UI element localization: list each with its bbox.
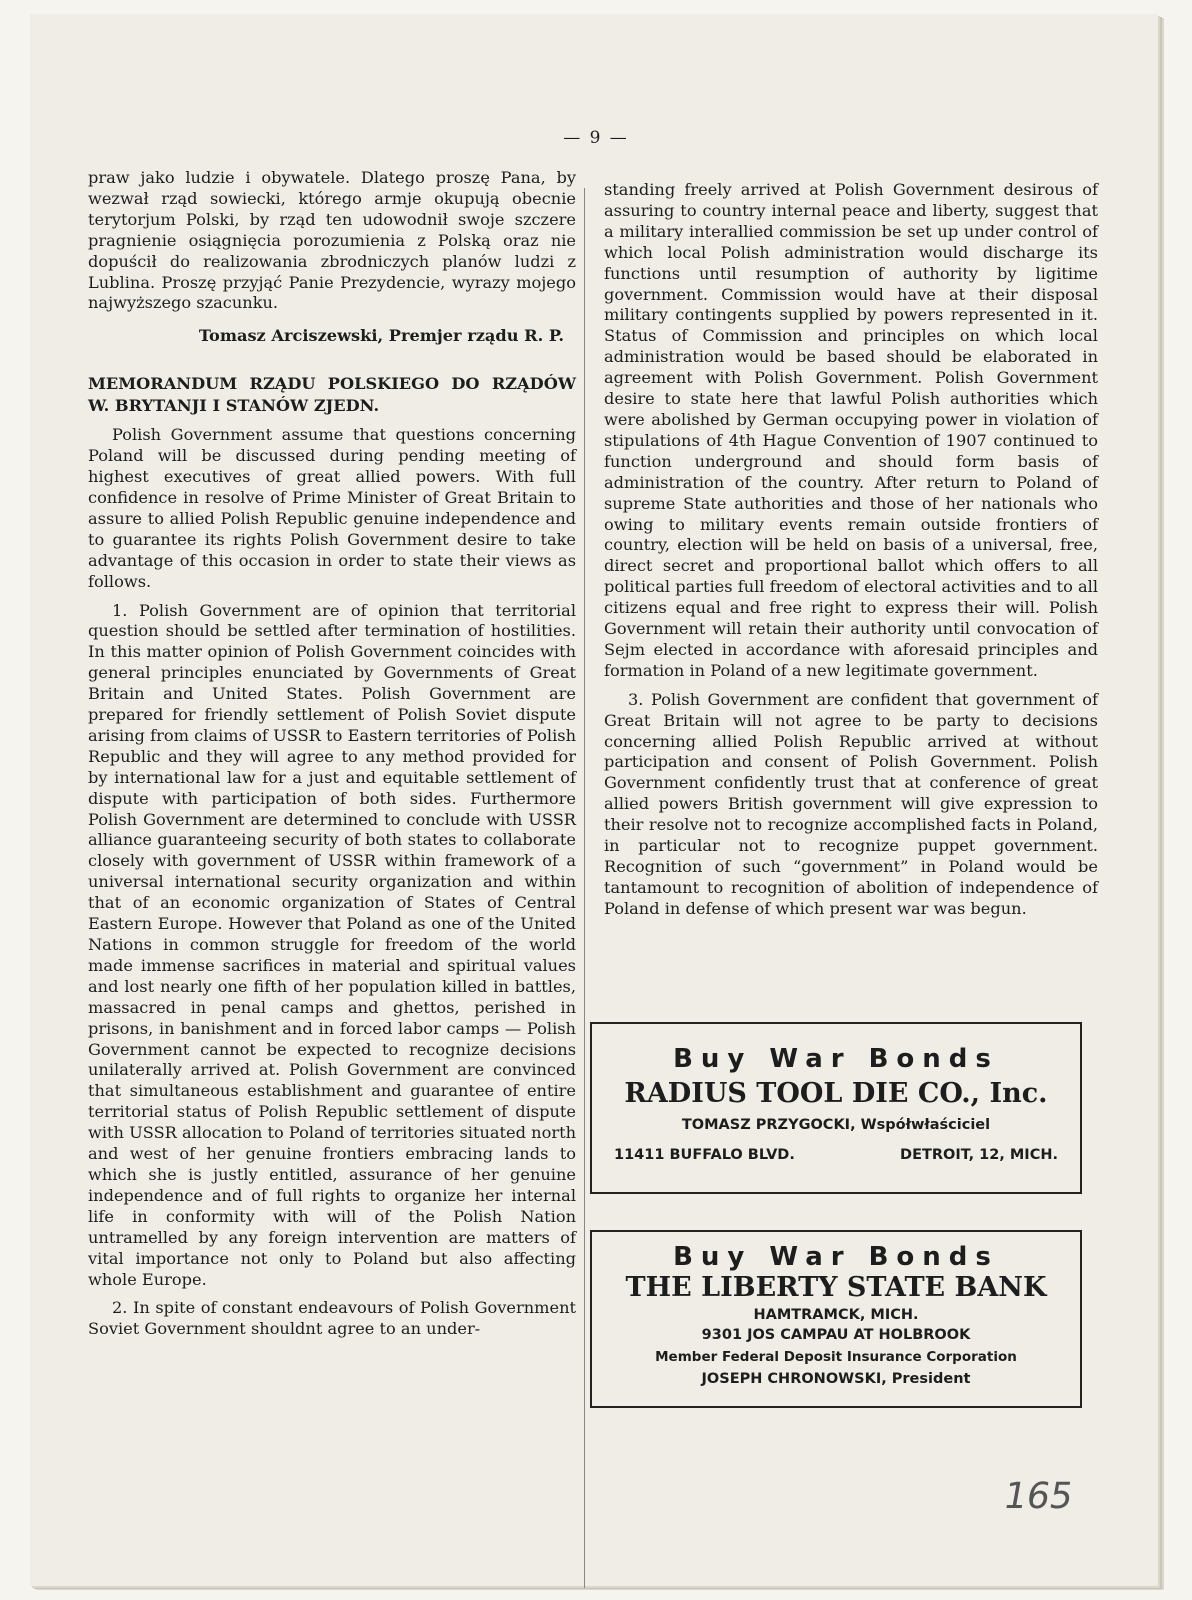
ad-president: JOSEPH CHRONOWSKI, President bbox=[701, 1371, 971, 1387]
memorandum-paragraph-intro: Polish Government assume that questions concerning Poland will be discussed during pending meeting of highest executives of great allied powers. With full confidence in resolve of Prime Minister of Great Britain to assure to allied Polish Republic genuine independence and to guarantee its rights Polish Government desire to take advantage of this occasion in order to state their views as follows. bbox=[88, 425, 576, 591]
advertisement-radius-tool bbox=[590, 1022, 1082, 1194]
ad-owner: TOMASZ PRZYGOCKI, Współwłaściciel bbox=[681, 1117, 991, 1133]
ad-city: DETROIT, 12, MICH. bbox=[900, 1147, 1058, 1163]
memorandum-paragraph-3: 3. Polish Government are confident that government of Great Britain will not agree to be party to decisions concerning allied Polish Republic arrived at without participation and consent of Polish Government. Polish Government confidently trust that at conference of great allied powers British government will give expression to their resolve not to recognize accomplished facts in Poland, in particular not to recognize puppet government. Recognition of such “government” in Poland would be tantamount to recognition of abolition of independence of Poland in defense of which present war was begun. bbox=[604, 689, 1098, 918]
ad-city: HAMTRAMCK, MICH. bbox=[753, 1307, 919, 1323]
ad-street: 11411 BUFFALO BLVD. bbox=[614, 1147, 795, 1163]
ad-slogan: Buy War Bonds bbox=[673, 1242, 999, 1272]
right-column bbox=[604, 180, 1098, 920]
ad-address-line bbox=[592, 1147, 1080, 1163]
ad-company: RADIUS TOOL DIE CO., Inc. bbox=[624, 1078, 1048, 1109]
column-divider bbox=[584, 188, 585, 1588]
left-column bbox=[88, 168, 576, 1340]
ad-member: Member Federal Deposit Insurance Corporation bbox=[655, 1349, 1017, 1365]
signature: Tomasz Arciszewski, Premjer rządu R. P. bbox=[198, 326, 564, 346]
ad-slogan: Buy War Bonds bbox=[673, 1044, 999, 1074]
memorandum-paragraph-1: 1. Polish Government are of opinion that territorial question should be settled after termination of hostilities. In this matter opinion of Polish Government coincides with general principles enunciated by Governments of Great Britain and United States. Polish Government are prepared for friendly settlement of Polish Soviet dispute arising from claims of USSR to Eastern territories of Polish Republic and they will agree to any method provided for by international law for a just and equitable settlement of dispute with participation of both sides. Furthermore Polish Government are determined to conclude with USSR alliance guaranteeing security of both states to collaborate closely with government of USSR within framework of a universal international security organization and within that of an economic organization of States of Central Eastern Europe. However that Poland as one of the United Nations in common struggle for freedom of the world made immense sacrifices in material and spiritual values and lost nearly one fifth of her population killed in battles, massacred in penal camps and ghettos, perished in prisons, in banishment and in forced labor camps — Polish Government cannot be expected to recognize decisions unilaterally arrived at. Polish Government are convinced that simultaneous establishment and guarantee of entire territorial status of Polish Republic settlement of dispute with USSR allocation to Poland of territories situated north and west of her genuine frontiers embracing lands to which she is justly entitled, assurance of her genuine independence and of full rights to organize her internal life in conformity with will of the Polish Nation untramelled by any foreign intervention are matters of vital importance not only to Poland but also affecting whole Europe. bbox=[88, 600, 576, 1289]
ad-street: 9301 JOS CAMPAU AT HOLBROOK bbox=[701, 1327, 971, 1343]
memorandum-paragraph-2-cont: standing freely arrived at Polish Government desirous of assuring to country internal peace and liberty, suggest that a military interallied commission be set up under control of which local Polish administration would discharge its functions until resumption of authority by ligitime government. Commission would have at their disposal military contingents supplied by powers represented in it. Status of Commission and principles on which local administration would be based should be elaborated in agreement with Polish Government. Polish Government desire to state here that lawful Polish authorities which were abolished by German occupying power in violation of stipulations of 4th Hague Convention of 1907 continued to function underground and should form basis of administration of the country. After return to Poland of supreme State authorities and those of her nationals who owing to military events remain outside frontiers of country, election will be held on basis of a universal, free, direct secret and proportional ballot which offers to all political parties full freedom of electoral activities and to all citizens equal and free right to express their will. Polish Government will retain their authority until convocation of Sejm elected in accordance with aforesaid principles and formation in Poland of a new legitimate government. bbox=[604, 180, 1098, 680]
memorandum-heading: MEMORANDUM RZĄDU POLSKIEGO DO RZĄDÓW W. BRYTANJI I STANÓW ZJEDN. bbox=[88, 374, 576, 416]
intro-paragraph: praw jako ludzie i obywatele. Dlatego proszę Pana, by wezwał rząd sowiecki, którego armje okupują obecnie terytorjum Polski, by rząd ten udowodnił swoje szczere pragnienie osiągnięcia porozumienia z Polską oraz nie dopuścił do realizowania zbrodniczych planów ludzi z Lublina. Proszę przyjąć Panie Prezydencie, wyrazy mojego najwyższego szacunku. bbox=[88, 168, 576, 313]
page-number: — 9 — bbox=[563, 128, 629, 148]
advertisement-liberty-bank bbox=[590, 1230, 1082, 1408]
memorandum-paragraph-2: 2. In spite of constant endeavours of Polish Government Soviet Government shouldnt agree to an under- bbox=[88, 1298, 576, 1339]
ad-company: THE LIBERTY STATE BANK bbox=[625, 1272, 1047, 1303]
handwritten-page-number: 165 bbox=[1000, 1476, 1077, 1517]
